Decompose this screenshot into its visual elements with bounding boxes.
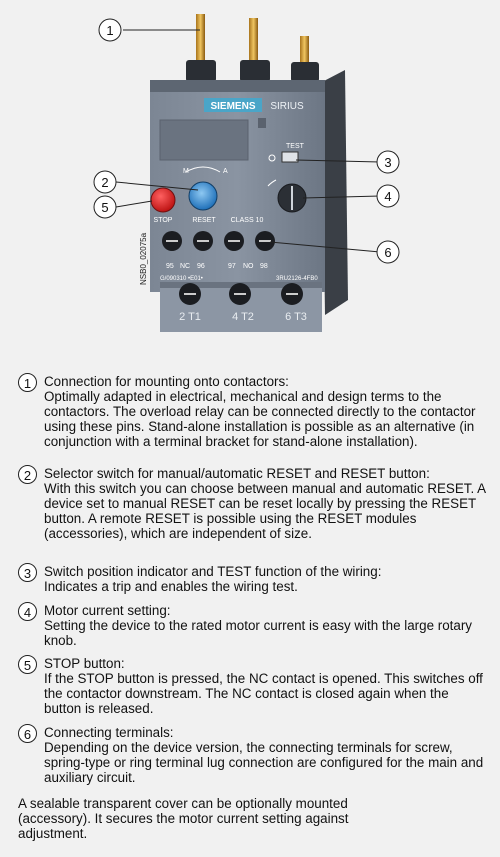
callout-4 — [377, 185, 399, 207]
legend-number: 1 — [18, 373, 37, 392]
stop-button[interactable] — [151, 188, 175, 212]
svg-text:1: 1 — [106, 23, 114, 38]
terminal-95: 95 — [166, 263, 174, 270]
terminal-96: 96 — [197, 263, 205, 270]
bottom-t2: 4 T2 — [232, 311, 254, 323]
legend-body: Optimally adapted in electrical, mechanical and design terms to the contactors. The overload relay can be connected directly to the contactor using these pins. Stand-alone installation is possible as an alternative (in conjunction with a terminal bracket for stand-alone installation). — [44, 389, 476, 449]
footer-note: A sealable transparent cover can be optionally mounted (accessory). It secures the motor current setting against adjustment. — [18, 796, 349, 841]
legend-body: If the STOP button is pressed, the NC contact is opened. This switches off the contactor downstream. The NC contact is closed again when the button is released. — [44, 671, 483, 716]
legend-number: 2 — [18, 465, 37, 484]
mounting-pins — [186, 14, 319, 82]
legend-body: With this switch you can choose between manual and automatic RESET. A device set to manual RESET can be reset locally by pressing the RESET button. A remote RESET is possible using the RESET modules (accessories), which are independent of size. — [44, 481, 486, 541]
brand-name: SIEMENS — [210, 101, 256, 112]
stop-label: STOP — [153, 217, 173, 224]
legend-title: Motor current setting: — [44, 603, 171, 618]
class-label: CLASS 10 — [230, 217, 264, 224]
order-code: 3RU2126-4FB0 — [276, 276, 318, 282]
test-slider[interactable] — [282, 152, 298, 162]
svg-text:3: 3 — [384, 155, 392, 170]
callout-5 — [94, 196, 116, 218]
side-code: NSB0_02075a — [139, 232, 148, 285]
svg-text:5: 5 — [101, 200, 109, 215]
date-code: G/090310 •E01• — [160, 276, 203, 282]
legend-title: Connecting terminals: — [44, 725, 174, 740]
legend-number: 5 — [18, 655, 37, 674]
terminal-97: 97 — [228, 263, 236, 270]
bottom-t1: 2 T1 — [179, 311, 201, 323]
test-label: TEST — [286, 143, 304, 150]
main-terminals — [179, 283, 303, 305]
legend-number: 3 — [18, 563, 37, 582]
series-name: SIRIUS — [270, 101, 304, 112]
reset-selector-knob[interactable] — [189, 182, 217, 210]
terminal-no: NO — [243, 263, 254, 270]
legend-title: STOP button: — [44, 656, 125, 671]
legend-body: Depending on the device version, the connecting terminals for screw, spring-type or ring terminal lug connection are configured for the main and auxiliary circuit. — [44, 740, 484, 785]
svg-text:4: 4 — [384, 189, 392, 204]
bottom-t3: 6 T3 — [285, 311, 307, 323]
callout-2 — [94, 171, 116, 193]
terminal-98: 98 — [260, 263, 268, 270]
overload-relay-illustration — [0, 0, 500, 350]
legend-number: 6 — [18, 724, 37, 743]
mode-a-label: A — [223, 168, 228, 175]
legend-title: Selector switch for manual/automatic RESET and RESET button: — [44, 466, 430, 481]
svg-text:6: 6 — [384, 245, 392, 260]
svg-text:2: 2 — [101, 175, 109, 190]
callout-1 — [99, 19, 121, 41]
legend-title: Switch position indicator and TEST function of the wiring: — [44, 564, 382, 579]
callout-6 — [377, 241, 399, 263]
terminal-nc: NC — [180, 263, 191, 270]
legend-number: 4 — [18, 602, 37, 621]
legend-title: Connection for mounting onto contactors: — [44, 374, 289, 389]
reset-label: RESET — [192, 217, 216, 224]
legend-body: Setting the device to the rated motor current is easy with the large rotary knob. — [44, 618, 472, 648]
mode-m-label: M — [183, 168, 189, 175]
callout-3 — [377, 151, 399, 173]
legend-body: Indicates a trip and enables the wiring test. — [44, 579, 298, 594]
